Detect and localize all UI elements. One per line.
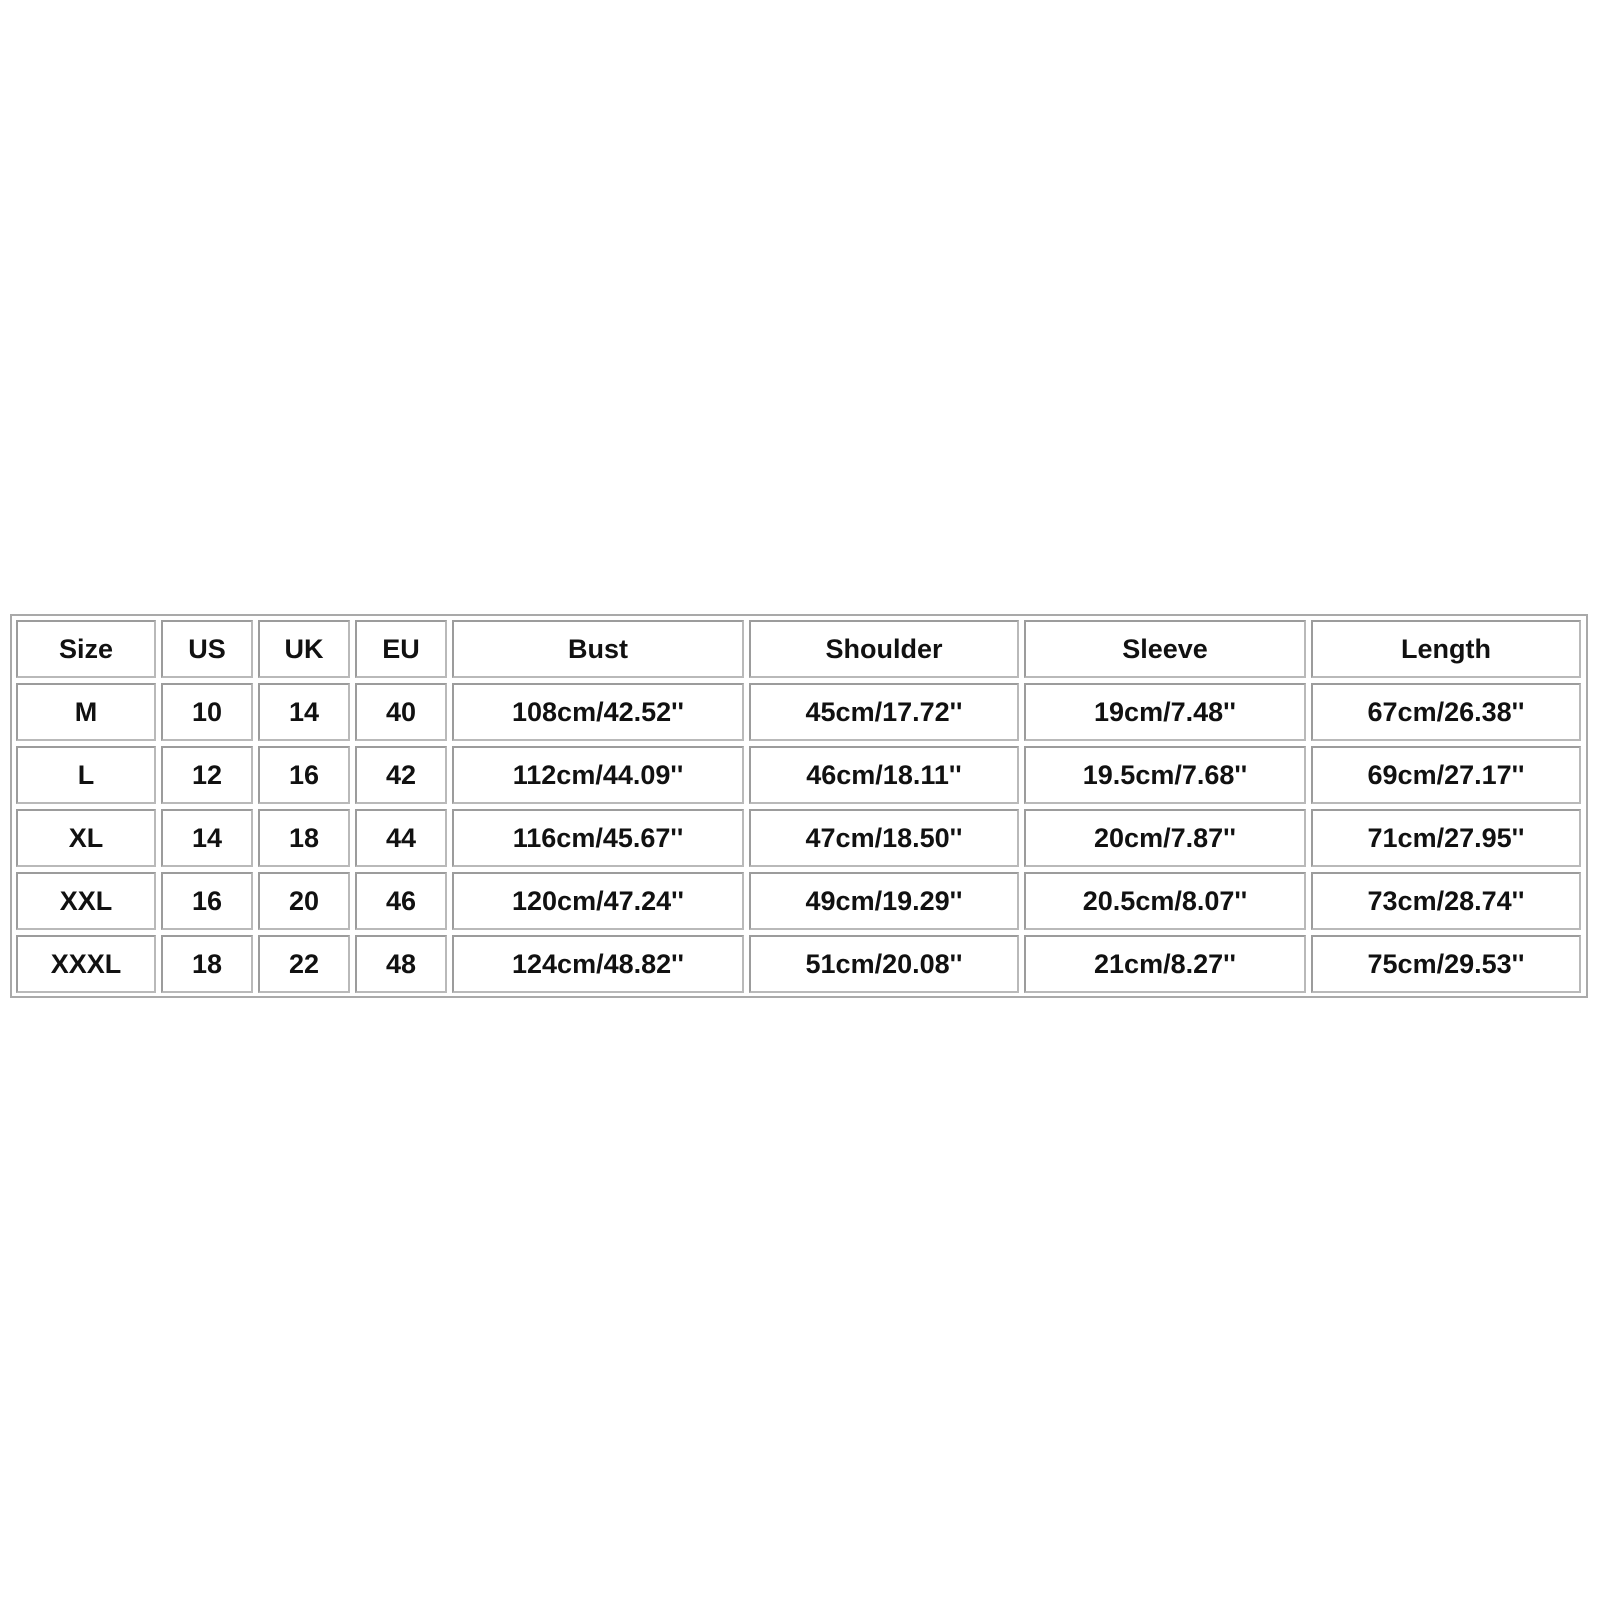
cell-size: M xyxy=(16,683,156,741)
header-size: Size xyxy=(16,620,156,678)
cell-length: 69cm/27.17'' xyxy=(1311,746,1581,804)
cell-eu: 44 xyxy=(355,809,447,867)
header-length: Length xyxy=(1311,620,1581,678)
cell-size: XL xyxy=(16,809,156,867)
table-row xyxy=(16,935,1581,993)
cell-bust: 120cm/47.24'' xyxy=(452,872,744,930)
table-row xyxy=(16,809,1581,867)
cell-length: 71cm/27.95'' xyxy=(1311,809,1581,867)
cell-uk: 18 xyxy=(258,809,350,867)
cell-shoulder: 49cm/19.29'' xyxy=(749,872,1019,930)
cell-eu: 48 xyxy=(355,935,447,993)
cell-length: 73cm/28.74'' xyxy=(1311,872,1581,930)
cell-size: XXXL xyxy=(16,935,156,993)
size-chart-frame xyxy=(10,614,1588,998)
cell-us: 14 xyxy=(161,809,253,867)
cell-uk: 20 xyxy=(258,872,350,930)
cell-eu: 42 xyxy=(355,746,447,804)
cell-eu: 40 xyxy=(355,683,447,741)
cell-shoulder: 45cm/17.72'' xyxy=(749,683,1019,741)
cell-shoulder: 46cm/18.11'' xyxy=(749,746,1019,804)
header-row xyxy=(16,620,1581,678)
cell-shoulder: 47cm/18.50'' xyxy=(749,809,1019,867)
cell-bust: 124cm/48.82'' xyxy=(452,935,744,993)
cell-us: 18 xyxy=(161,935,253,993)
cell-bust: 116cm/45.67'' xyxy=(452,809,744,867)
header-uk: UK xyxy=(258,620,350,678)
cell-eu: 46 xyxy=(355,872,447,930)
cell-uk: 16 xyxy=(258,746,350,804)
cell-us: 16 xyxy=(161,872,253,930)
cell-sleeve: 21cm/8.27'' xyxy=(1024,935,1306,993)
cell-sleeve: 20.5cm/8.07'' xyxy=(1024,872,1306,930)
cell-sleeve: 20cm/7.87'' xyxy=(1024,809,1306,867)
header-eu: EU xyxy=(355,620,447,678)
table-row xyxy=(16,746,1581,804)
cell-shoulder: 51cm/20.08'' xyxy=(749,935,1019,993)
cell-length: 75cm/29.53'' xyxy=(1311,935,1581,993)
cell-us: 10 xyxy=(161,683,253,741)
cell-size: L xyxy=(16,746,156,804)
table-row xyxy=(16,683,1581,741)
cell-bust: 112cm/44.09'' xyxy=(452,746,744,804)
size-chart-table xyxy=(11,615,1586,998)
cell-sleeve: 19cm/7.48'' xyxy=(1024,683,1306,741)
header-sleeve: Sleeve xyxy=(1024,620,1306,678)
cell-size: XXL xyxy=(16,872,156,930)
cell-uk: 14 xyxy=(258,683,350,741)
table-row xyxy=(16,872,1581,930)
cell-us: 12 xyxy=(161,746,253,804)
cell-length: 67cm/26.38'' xyxy=(1311,683,1581,741)
header-bust: Bust xyxy=(452,620,744,678)
header-shoulder: Shoulder xyxy=(749,620,1019,678)
cell-bust: 108cm/42.52'' xyxy=(452,683,744,741)
cell-sleeve: 19.5cm/7.68'' xyxy=(1024,746,1306,804)
cell-uk: 22 xyxy=(258,935,350,993)
header-us: US xyxy=(161,620,253,678)
